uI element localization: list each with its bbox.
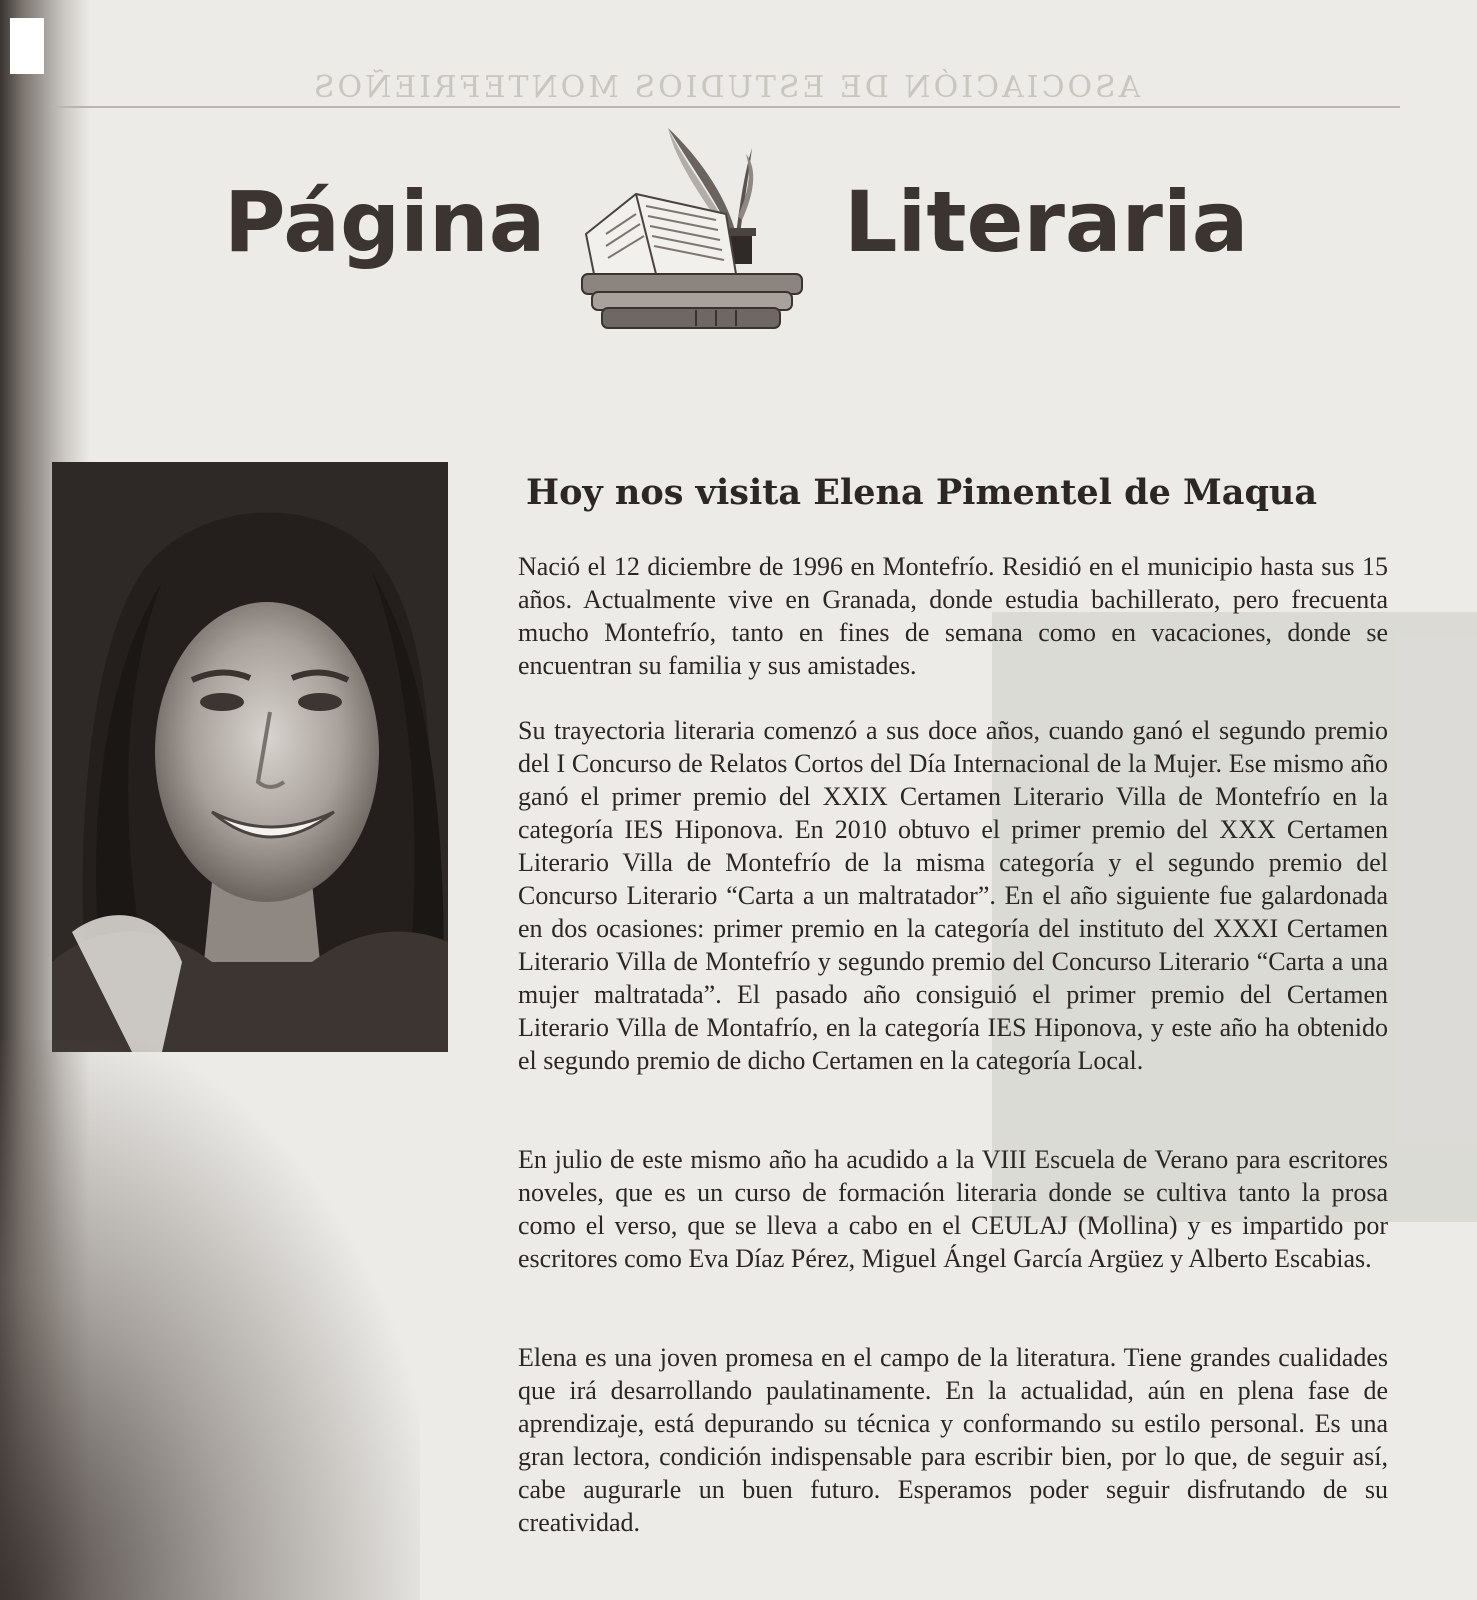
article-paragraph-2: Su trayectoria literaria comenzó a sus doce años, cuando ganó el segundo premio del I Concurso de Relatos Cortos del Día Internacional de la Mujer. Ese mismo año ganó el primer premio del XXIX Certamen Literario Villa de Montefrío en la categoría IES Hiponova. En 2010 obtuvo el primer premio del XXX Certamen Literario Villa de Montefrío de la misma categoría y el segundo premio del Concurso Literario “Carta a un maltratador”. En el año siguiente fue galardonada en dos ocasiones: primer premio en la categoría del instituto del XXXI Certamen Literario Villa de Montefrío y segundo premio del Concurso Literario “Carta a una mujer maltratada”. El pasado año consiguió el primer premio del Certamen Literario Villa de Montafrío, en la categoría IES Hiponova, y este año ha obtenido el segundo premio de dicho Certamen en la categoría Local. (518, 716, 1388, 1075)
article-paragraph-4: Elena es una joven promesa en el campo de la literatura. Tiene grandes cualidades que irá desarrollando paulatinamente. En la actualidad, aún en plena fase de aprendizaje, está depurando su técnica y conformando su estilo personal. Es una gran lectora, condición indispensable para escribir bien, por lo que, de seguir así, cabe augurarle un buen futuro. Esperamos poder seguir disfrutando de su creatividad. (518, 1343, 1388, 1537)
page-title-left: Página (224, 173, 546, 271)
page-title-right: Literaria (844, 173, 1249, 271)
page-bottom-shadow (0, 1040, 420, 1600)
corner-tab (10, 18, 44, 74)
running-header-text: ASOCIACIÓN DE ESTUDIOS MONTEFRIEÑOS (311, 70, 1141, 105)
article-heading: Hoy nos visita Elena Pimentel de Maqua (526, 472, 1318, 513)
running-header (52, 68, 1400, 108)
book-quill-inkwell-icon (576, 124, 812, 334)
article-paragraph-1: Nació el 12 diciembre de 1996 en Montefrío. Residió en el municipio hasta sus 15 años. Actualmente vive en Granada, donde estudia bachillerato, pero frecuenta mucho Montefrío, tanto en fines de semana como en vacaciones, donde se encuentran su familia y sus amistades. (518, 552, 1388, 680)
article-paragraph-3: En julio de este mismo año ha acudido a la VIII Escuela de Verano para escritores noveles, que es un curso de formación literaria donde se cultiva tanto la prosa como el verso, que se lleva a cabo en el CEULAJ (Mollina) y es impartido por escritores como Eva Díaz Pérez, Miguel Ángel García Argüez y Alberto Escabias. (518, 1145, 1388, 1273)
portrait-photo (52, 462, 448, 1052)
